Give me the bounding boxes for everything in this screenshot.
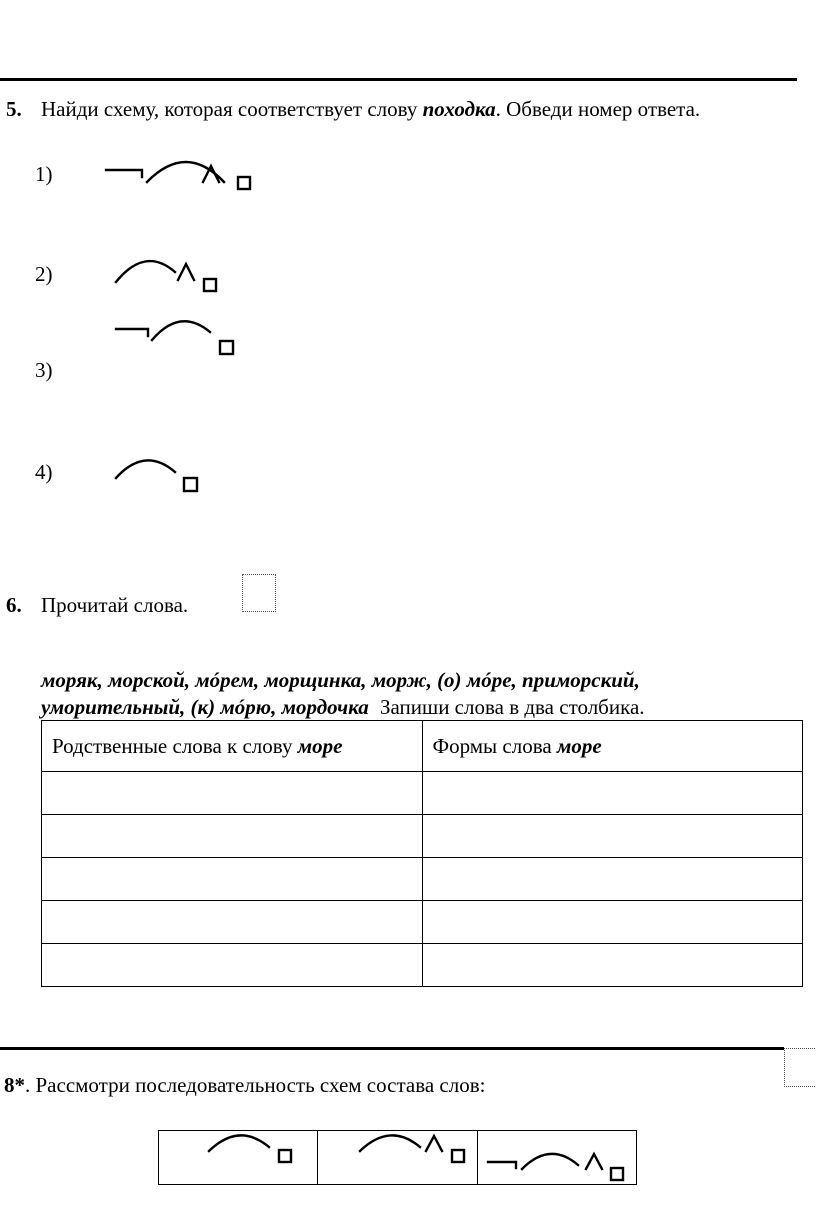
task5-number: 5.: [6, 97, 22, 121]
related-word-cell[interactable]: [42, 815, 423, 858]
root-arc: [360, 1135, 420, 1151]
related-word-cell[interactable]: [42, 858, 423, 901]
sequence-cell-2: [318, 1131, 477, 1185]
score-box[interactable]: [242, 574, 276, 612]
task6-text: Прочитай слова.: [41, 593, 189, 617]
ending-box: [452, 1150, 464, 1162]
task8-text: . Рассмотри последовательность схем состава слов:: [25, 1073, 486, 1097]
prefix-mark: [488, 1162, 516, 1168]
related-word-cell[interactable]: [42, 772, 423, 815]
suffix-mark: [426, 1136, 442, 1151]
word-form-cell[interactable]: [422, 901, 803, 944]
task8-number: 8*: [4, 1073, 25, 1097]
related-word-cell[interactable]: [42, 944, 423, 987]
bottom-divider: [0, 1047, 784, 1050]
table-row: [42, 944, 803, 987]
task5-text-after: . Обведи номер ответа.: [495, 97, 701, 121]
ending-box: [238, 177, 250, 189]
task5-text-before: Найди схему, которая соответствует слову: [41, 97, 423, 121]
option-3-label[interactable]: 3): [35, 358, 53, 382]
header-related-label: Родственные слова к слову: [52, 733, 298, 758]
word-form-cell[interactable]: [422, 815, 803, 858]
task8-question: [4, 1073, 485, 1097]
sequence-cell-1: [159, 1131, 318, 1185]
task6-question: [6, 593, 188, 617]
root-arc: [147, 162, 224, 182]
option-1-label[interactable]: 1): [35, 162, 53, 186]
header-forms-label: Формы слова: [432, 733, 557, 758]
ending-box: [204, 279, 216, 291]
ending-box: [611, 1168, 623, 1180]
table-row: [42, 815, 803, 858]
answer-table: [41, 720, 803, 987]
sequence-scheme-3: [478, 1131, 636, 1186]
option-2-label[interactable]: 2): [35, 262, 53, 286]
option-4-label[interactable]: 4): [35, 460, 53, 484]
sequence-cell-3: [477, 1131, 636, 1185]
header-related-words: [42, 721, 423, 772]
table-row: [42, 858, 803, 901]
ending-box: [184, 478, 197, 491]
option-1-scheme: [100, 150, 260, 195]
task5-question: [6, 97, 700, 121]
root-arc: [209, 1135, 269, 1151]
task6-number: 6.: [6, 593, 22, 617]
task6-words: уморительный, (к) мóрю, мордочка: [41, 695, 369, 719]
prefix-mark: [116, 329, 148, 336]
word-form-cell[interactable]: [422, 772, 803, 815]
top-divider: [0, 78, 797, 81]
answer-table-header: [42, 721, 803, 772]
task5-keyword: походка: [422, 97, 496, 121]
table-row: [42, 772, 803, 815]
header-word-forms: [422, 721, 803, 772]
suffix-mark: [178, 264, 194, 280]
ending-box: [220, 341, 233, 354]
header-forms-keyword: море: [556, 733, 602, 758]
option-2-scheme: [100, 250, 260, 295]
ending-box: [279, 1150, 291, 1162]
task6-words-line2: [41, 695, 645, 719]
word-form-cell[interactable]: [422, 944, 803, 987]
option-3-scheme: [100, 310, 260, 355]
root-arc: [522, 1154, 578, 1169]
related-word-cell[interactable]: [42, 901, 423, 944]
header-related-keyword: море: [297, 733, 343, 758]
task6-instruction: Запиши слова в два столбика.: [379, 695, 645, 719]
sequence-scheme-1: [159, 1131, 317, 1186]
root-arc: [116, 460, 175, 478]
sequence-scheme-2: [318, 1131, 476, 1186]
task6-words-line1: моряк, морской, мóрем, морщинка, морж, (о) мóре, приморский,: [41, 668, 640, 692]
root-arc: [116, 261, 175, 282]
score-box[interactable]: [784, 1048, 816, 1087]
scheme-sequence-table: [158, 1130, 637, 1185]
prefix-mark: [106, 170, 142, 177]
suffix-mark: [586, 1154, 602, 1169]
option-4-scheme: [100, 450, 260, 495]
word-form-cell[interactable]: [422, 858, 803, 901]
root-arc: [152, 321, 210, 340]
table-row: [42, 901, 803, 944]
